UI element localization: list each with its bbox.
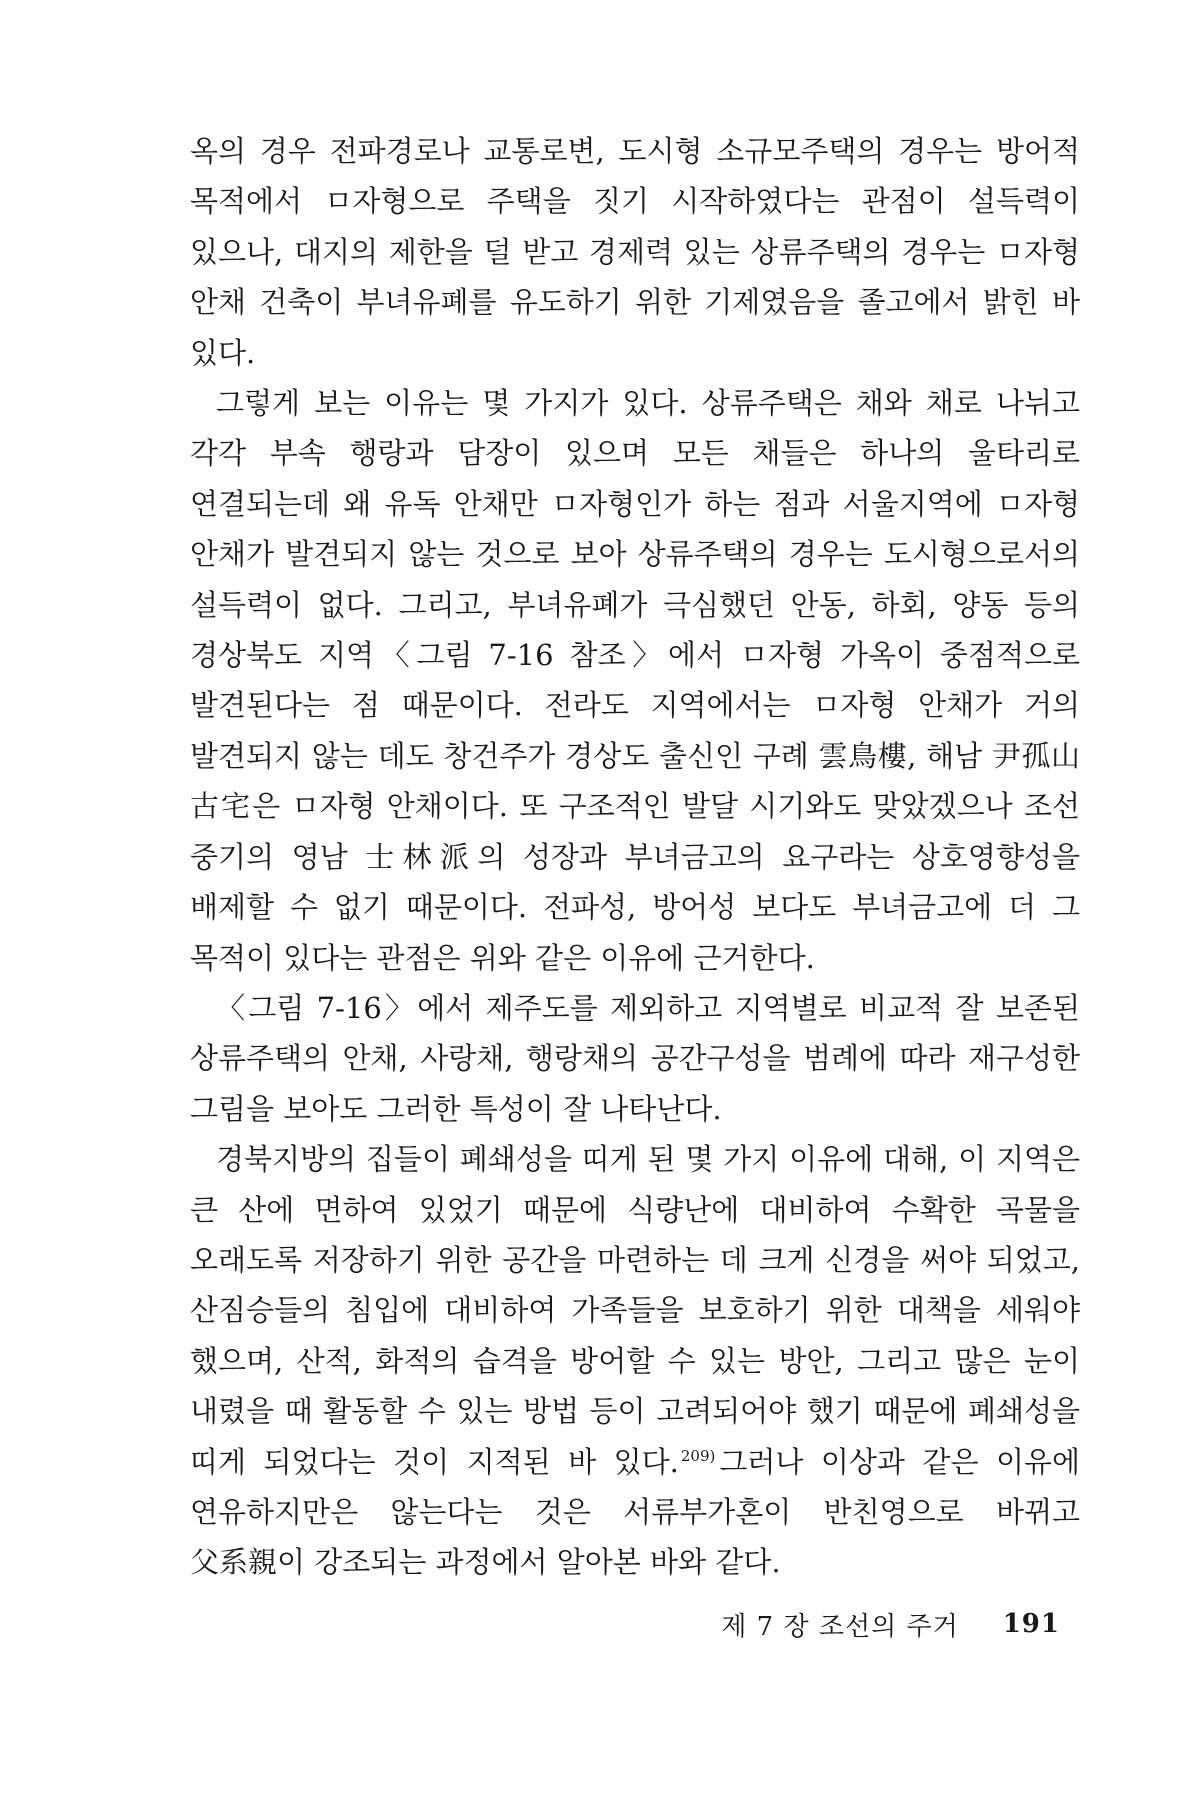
- page-number: 191: [1002, 1609, 1060, 1639]
- page-footer: [690, 1604, 1080, 1644]
- paragraph-1: 옥의 경우 전파경로나 교통로변, 도시형 소규모주택의 경우는 방어적 목적에서 ㅁ자형으로 주택을 짓기 시작하였다는 관점이 설득력이 있으나, 대지의 제한을 덜 받고 경제력 있는 상류주택의 경우는 ㅁ자형 안채 건축이 부녀유폐를 유도하기 위한 기제였음을 졸고에서 밝힌 바 있다.: [190, 134, 1080, 370]
- paragraph-4-text-after: 그러나 이상과 같은 이유에 연유하지만은 않는다는 것은 서류부가혼이 반친영으로 바뀌고 父系親이 강조되는 과정에서 알아본 바와 같다.: [190, 1444, 1080, 1580]
- footnote-reference: 209): [680, 1446, 716, 1465]
- body-text: [190, 126, 1080, 1588]
- paragraph-2: 그렇게 보는 이유는 몇 가지가 있다. 상류주택은 채와 채로 나뉘고 각각 부속 행랑과 담장이 있으며 모든 채들은 하나의 울타리로 연결되는데 왜 유독 안채만 ㅁ자형인가 하는 점과 서울지역에 ㅁ자형 안채가 발견되지 않는 것으로 보아 상류주택의 경우는 도시형으로서의 설득력이 없다. 그리고, 부녀유폐가 극심했던 안동, 하회, 양동 등의 경상북도 지역〈그림 7-16 참조〉에서 ㅁ자형 가옥이 중점적으로 발견된다는 점 때문이다. 전라도 지역에서는 ㅁ자형 안채가 거의 발견되지 않는 데도 창건주가 경상도 출신인 구례 雲鳥樓, 해남 尹孤山 古宅은 ㅁ자형 안채이다. 또 구조적인 발달 시기와도 맞았겠으나 조선 중기의 영남 士林派의 성장과 부녀금고의 요구라는 상호영향성을 배제할 수 없기 때문이다. 전파성, 방어성 보다도 부녀금고에 더 그 목적이 있다는 관점은 위와 같은 이유에 근거한다.: [190, 386, 1080, 975]
- paragraph-4-text-before: 경북지방의 집들이 폐쇄성을 띠게 된 몇 가지 이유에 대해, 이 지역은 큰 산에 면하여 있었기 때문에 식량난에 대비하여 수확한 곡물을 오래도록 저장하기 위한 공간을 마련하는 데 크게 신경을 써야 되었고, 산짐승들의 침입에 대비하여 가족들을 보호하기 위한 대책을 세워야 했으며, 산적, 화적의 습격을 방어할 수 있는 방안, 그리고 많은 눈이 내렸을 때 활동할 수 있는 방법 등이 고려되어야 했기 때문에 폐쇄성을 띠게 되었다는 것이 지적된 바 있다.: [190, 1142, 1080, 1479]
- running-footer-chapter: 제 7 장 조선의 주거: [721, 1611, 959, 1642]
- paragraph-4: [190, 1134, 1080, 1588]
- paragraph-3: 〈그림 7-16〉에서 제주도를 제외하고 지역별로 비교적 잘 보존된 상류주택의 안채, 사랑채, 행랑채의 공간구성을 범례에 따라 재구성한 그림을 보아도 그러한 특성이 잘 나타난다.: [190, 990, 1080, 1126]
